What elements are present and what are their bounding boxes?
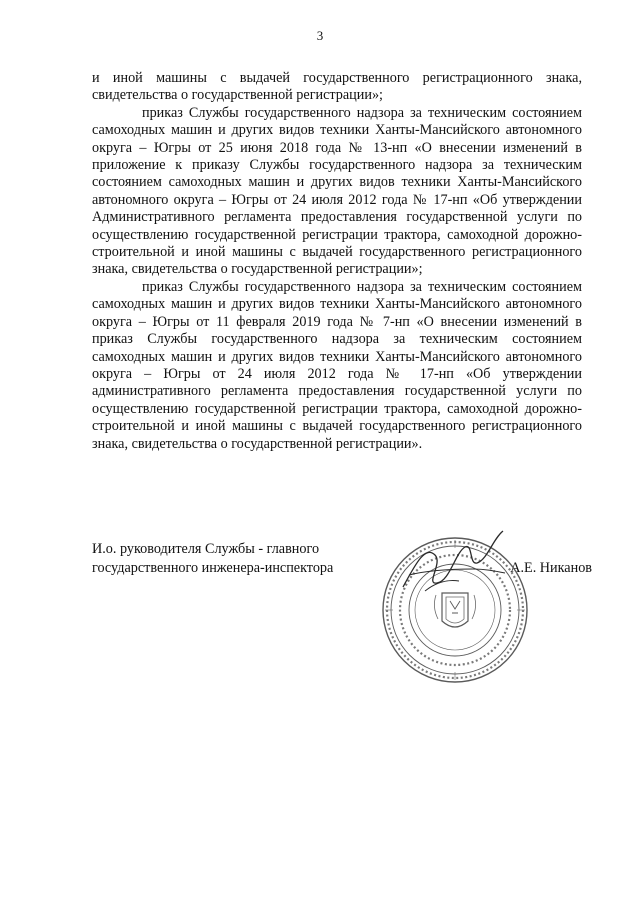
document-body (92, 70, 582, 453)
signature-scribble (395, 525, 510, 605)
paragraph-continuation: и иной машины с выдачей государственного регистрационного знака, свидетельства о государственной регистрации»; (92, 70, 582, 104)
paragraph-order-2019: приказ Службы государственного надзора за техническим состоянием самоходных машин и других видов техники Ханты-Мансийского автономного округа – Югры от 11 февраля 2019 года № 7-нп «О внесении изменений в приказ Службы государственного надзора за техническим состоянием самоходных машин и других видов техники Ханты-Мансийского автономного округа – Югры от 24 июля 2012 года № 17-нп «Об утверждении административного регламента предоставления государственной услуги по осуществлению государственной регистрации трактора, самоходной дорожно-строительной и иной машины с выдачей государственного регистрационного знака, свидетельства о государственной регистрации». (92, 278, 582, 452)
page-number: 3 (316, 28, 324, 43)
signer-title-line-2: государственного инженера-инспектора (92, 560, 334, 576)
signer-title-line-1: И.о. руководителя Службы - главного (92, 541, 320, 557)
signer-name: А.Е. Никанов (510, 560, 592, 576)
paragraph-order-2018: приказ Службы государственного надзора за техническим состоянием самоходных машин и других видов техники Ханты-Мансийского автономного округа – Югры от 25 июня 2018 года № 13-нп «О внесении изменений в приложение к приказу Службы государственного надзора за техническим состоянием самоходных машин и других видов техники Ханты-Мансийского автономного округа – Югры от 24 июля 2012 года № 17-нп «Об утверждении Административного регламента предоставления государственной услуги по осуществлению государственной регистрации трактора, самоходной дорожно-строительной и иной машины с выдачей государственного регистрационного знака, свидетельства о государственной регистрации»; (92, 104, 582, 278)
